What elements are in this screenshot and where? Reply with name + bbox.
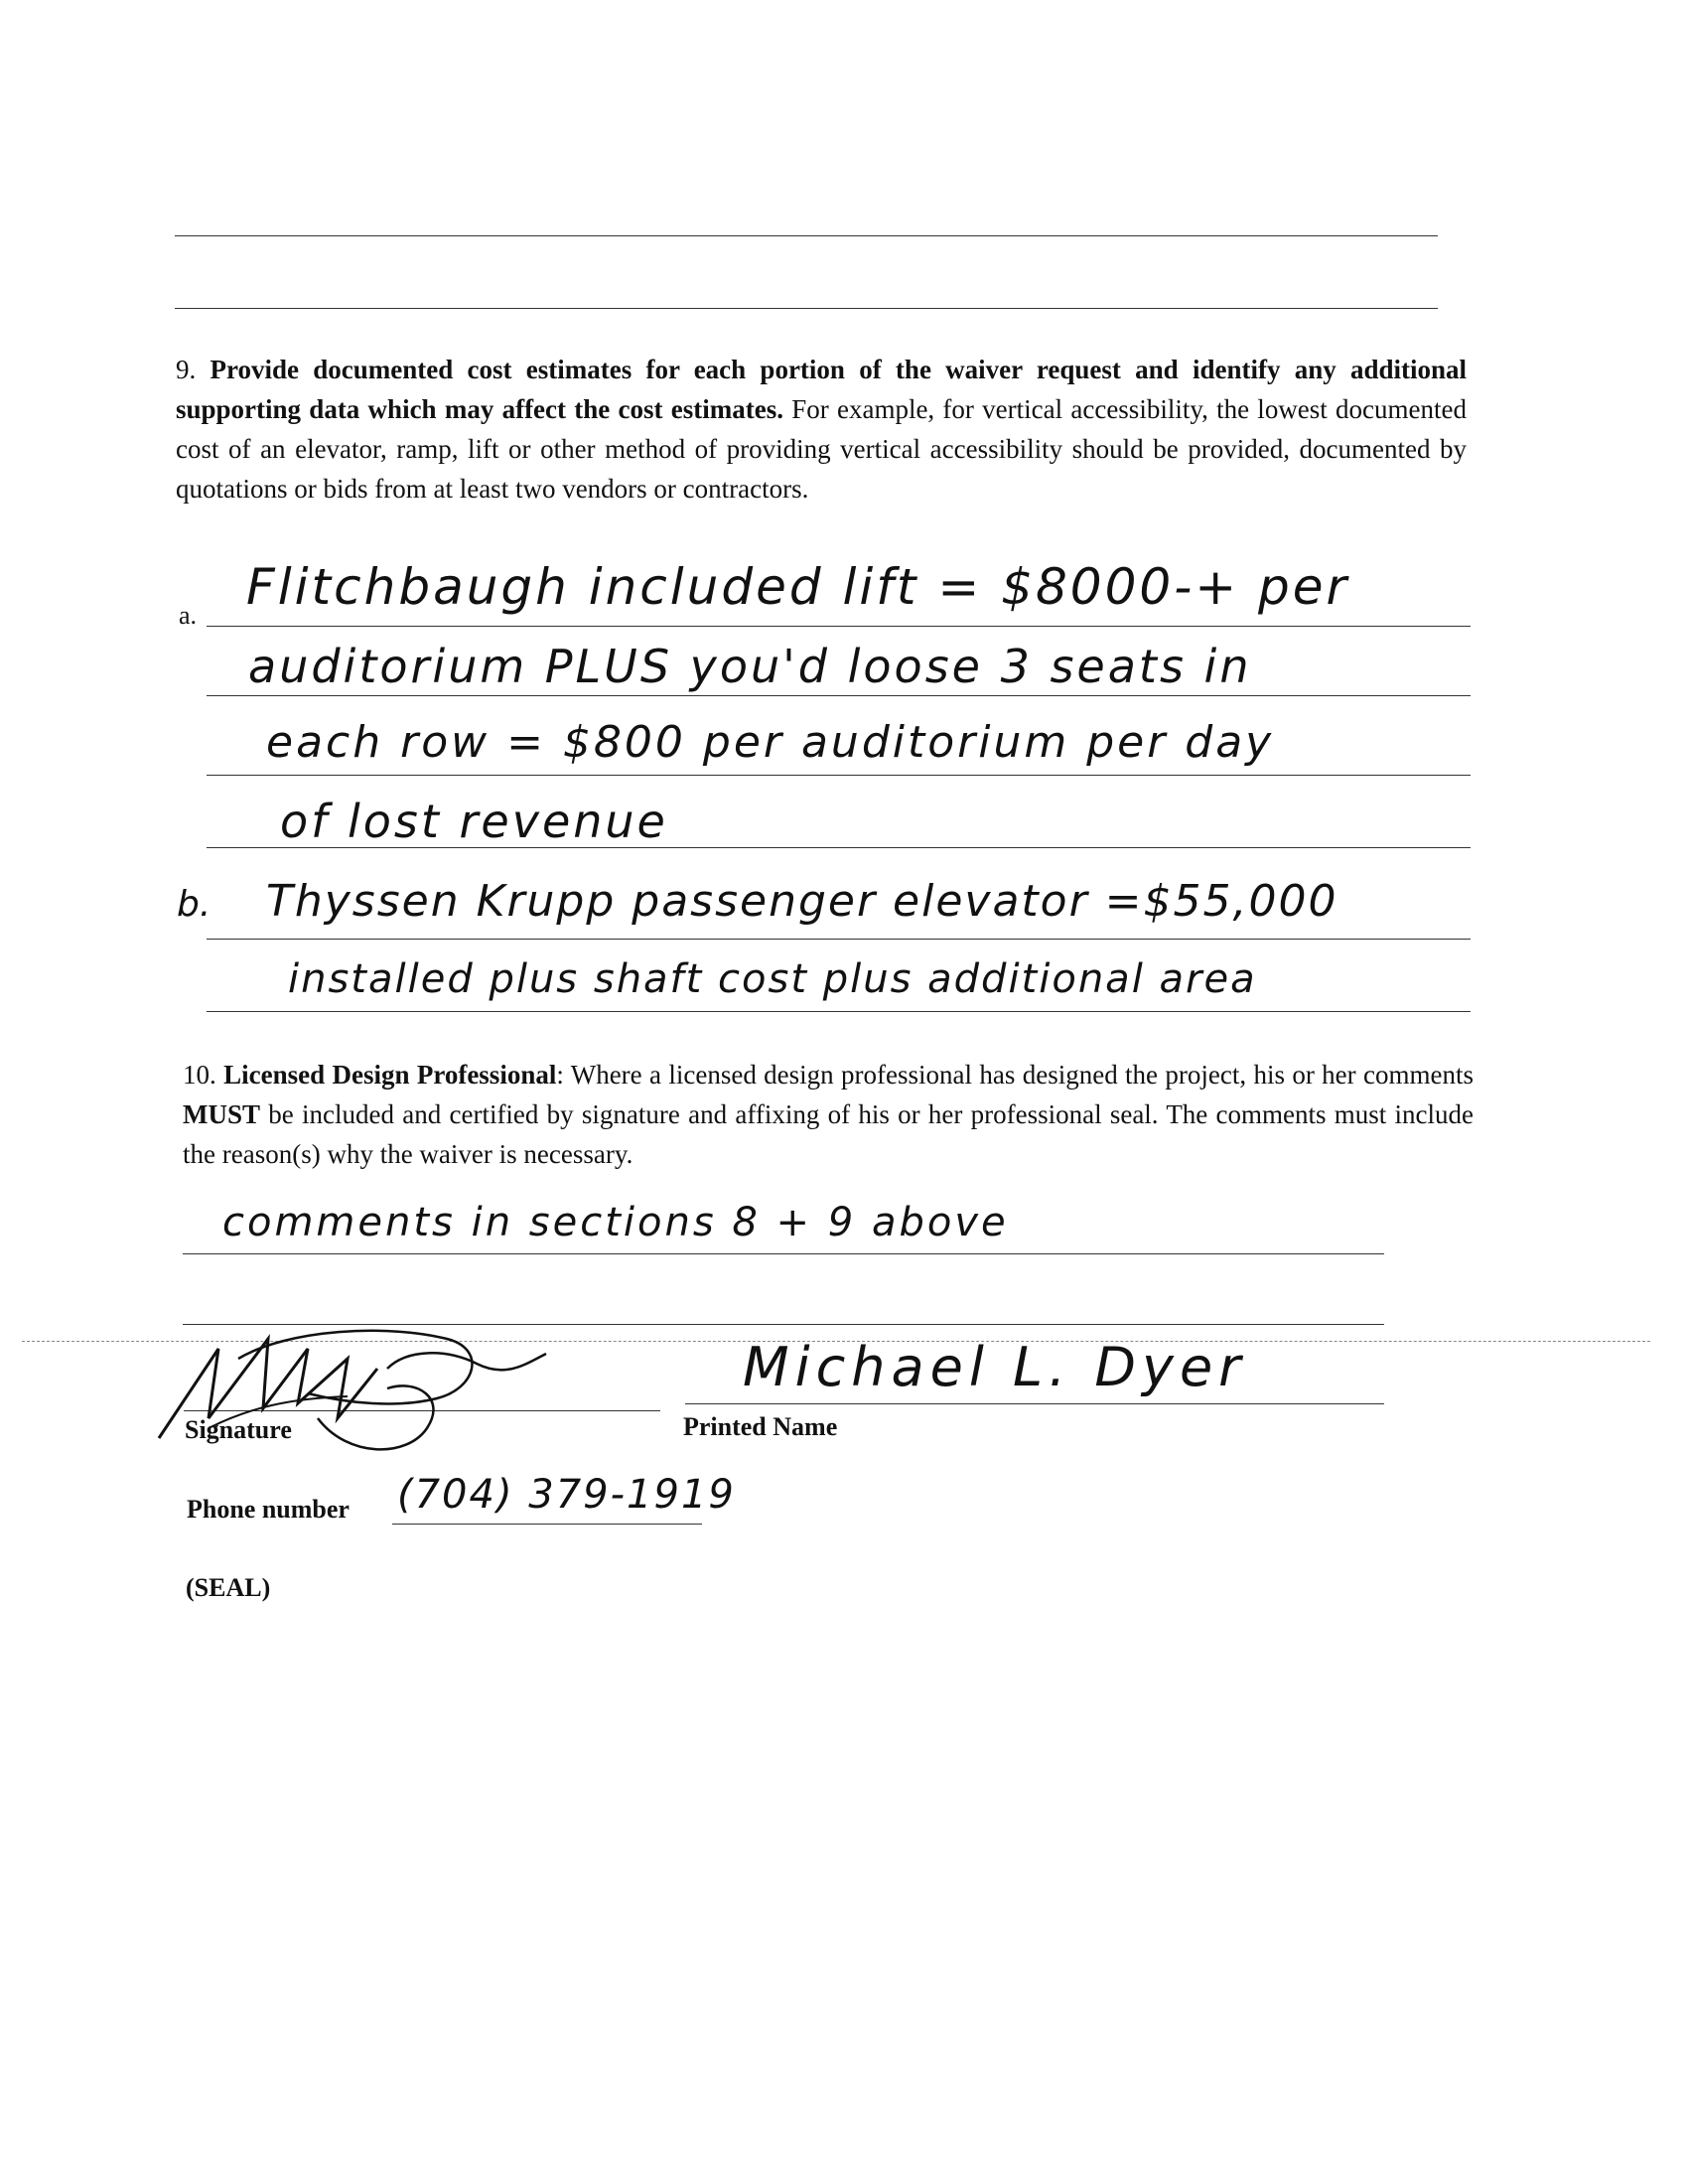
answer-line-6-text: installed plus shaft cost plus additional area — [288, 956, 1257, 1002]
answer-line-5 — [207, 939, 1471, 940]
answer-line-2-text: auditorium PLUS you'd loose 3 seats in — [248, 640, 1252, 693]
printed-name-label: Printed Name — [683, 1412, 838, 1441]
blank-line-1 — [175, 235, 1438, 236]
answer-a-label: a. — [179, 601, 198, 630]
seal-label: (SEAL) — [186, 1573, 271, 1602]
answer-line-3 — [207, 775, 1471, 776]
item9-text: For example, for vertical accessibility, the lowest documented cost of an elevator, ramp, lift or other method of providing vertical accessibility should be provided, documented by quotations or bids from at least two vendors or contractors. — [176, 394, 1468, 504]
item9-number: 9. — [176, 355, 197, 384]
item10-text-1: : Where a licensed design professional has designed the project, his or her comments — [556, 1060, 1474, 1090]
answer-line-4-text: of lost revenue — [280, 795, 668, 848]
blank-line-2 — [175, 308, 1438, 309]
item10-paragraph — [183, 1055, 1474, 1174]
phone-line — [392, 1524, 702, 1525]
answer-line-5-text: Thyssen Krupp passenger elevator =$55,000 — [266, 876, 1338, 927]
comments-line — [183, 1253, 1384, 1254]
answer-line-2 — [207, 695, 1471, 696]
signature-label: Signature — [185, 1415, 292, 1444]
answer-line-6 — [207, 1011, 1471, 1012]
item9-paragraph — [176, 350, 1467, 509]
item10-bold-text: Licensed Design Professional — [223, 1060, 557, 1090]
answer-line-3-text: each row = $800 per auditorium per day — [266, 717, 1275, 768]
printed-name-line — [685, 1403, 1384, 1404]
printed-name-value: Michael L. Dyer — [743, 1336, 1247, 1398]
item10-must: MUST — [183, 1099, 261, 1129]
phone-label: Phone number — [187, 1495, 350, 1524]
item9-bold-text: Provide documented cost estimates for each portion of the waiver request and identify any additional supporting data which may affect the cost estimates. — [176, 355, 1468, 424]
answer-line-1 — [207, 626, 1471, 627]
phone-value: (704) 379-1919 — [397, 1472, 736, 1518]
answer-line-1-text: Flitchbaugh included lift = $8000-+ per — [246, 558, 1350, 616]
item10-number: 10. — [183, 1060, 216, 1090]
comments-answer-text: comments in sections 8 + 9 above — [222, 1200, 1009, 1245]
item10-text-2: be included and certified by signature and affixing of his or her professional seal. The comments must include the reason(s) why the waiver is necessary. — [183, 1099, 1475, 1169]
answer-b-label: b. — [177, 884, 211, 925]
